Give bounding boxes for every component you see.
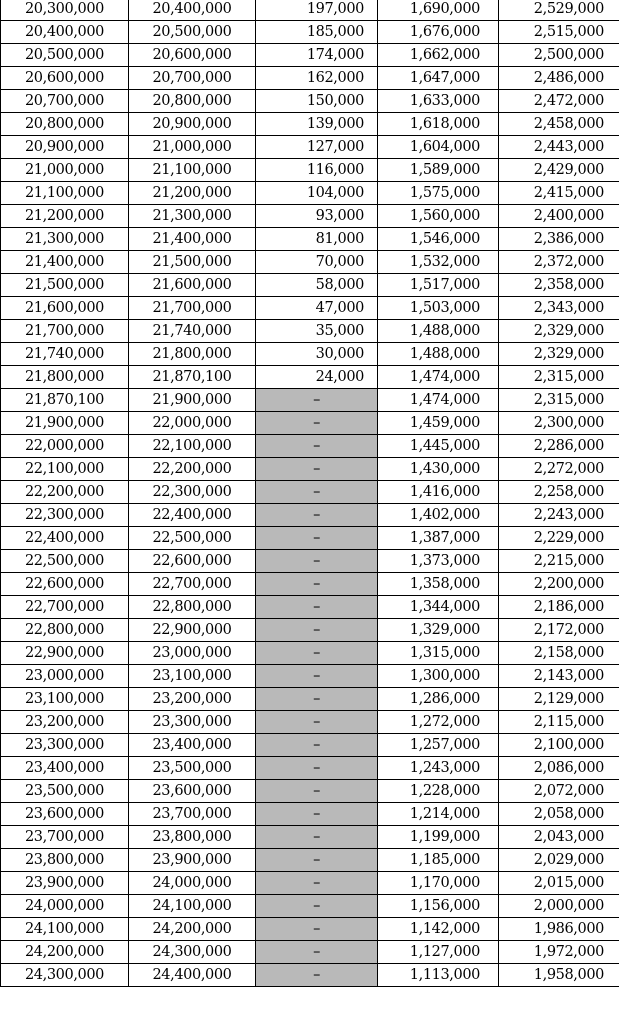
- cell-amount-a: –: [256, 504, 378, 527]
- cell-range-from: 22,400,000: [1, 527, 129, 550]
- cell-amount-b: 1,676,000: [378, 21, 499, 44]
- cell-amount-a: 174,000: [256, 44, 378, 67]
- cell-amount-c: 2,129,000: [499, 688, 619, 711]
- table-row: [1, 205, 619, 228]
- cell-amount-a: –: [256, 964, 378, 987]
- cell-amount-a: 58,000: [256, 274, 378, 297]
- cell-amount-a: 127,000: [256, 136, 378, 159]
- cell-amount-a: –: [256, 665, 378, 688]
- cell-amount-a: –: [256, 412, 378, 435]
- cell-range-from: 24,100,000: [1, 918, 129, 941]
- table-row: [1, 826, 619, 849]
- cell-range-from: 22,200,000: [1, 481, 129, 504]
- cell-range-to: 22,200,000: [129, 458, 256, 481]
- table-row: [1, 964, 619, 987]
- table-row: [1, 550, 619, 573]
- cell-range-to: 22,100,000: [129, 435, 256, 458]
- cell-range-to: 21,000,000: [129, 136, 256, 159]
- cell-range-from: 23,400,000: [1, 757, 129, 780]
- cell-amount-b: 1,546,000: [378, 228, 499, 251]
- cell-range-to: 20,500,000: [129, 21, 256, 44]
- table-row: [1, 527, 619, 550]
- table-row: [1, 895, 619, 918]
- cell-amount-c: 2,415,000: [499, 182, 619, 205]
- cell-range-from: 22,000,000: [1, 435, 129, 458]
- cell-range-from: 20,300,000: [1, 0, 129, 21]
- cell-amount-c: 2,386,000: [499, 228, 619, 251]
- cell-range-to: 21,900,000: [129, 389, 256, 412]
- table-row: [1, 780, 619, 803]
- cell-amount-b: 1,156,000: [378, 895, 499, 918]
- cell-range-to: 23,100,000: [129, 665, 256, 688]
- cell-amount-b: 1,488,000: [378, 320, 499, 343]
- cell-range-from: 23,200,000: [1, 711, 129, 734]
- cell-amount-b: 1,416,000: [378, 481, 499, 504]
- cell-range-to: 22,600,000: [129, 550, 256, 573]
- cell-amount-a: 139,000: [256, 113, 378, 136]
- cell-range-to: 20,800,000: [129, 90, 256, 113]
- table-row: [1, 21, 619, 44]
- cell-amount-c: 2,229,000: [499, 527, 619, 550]
- cell-amount-b: 1,228,000: [378, 780, 499, 803]
- cell-range-to: 21,300,000: [129, 205, 256, 228]
- cell-range-to: 20,600,000: [129, 44, 256, 67]
- cell-range-to: 20,400,000: [129, 0, 256, 21]
- cell-amount-c: 2,243,000: [499, 504, 619, 527]
- table-row: [1, 274, 619, 297]
- cell-amount-b: 1,604,000: [378, 136, 499, 159]
- cell-amount-c: 2,329,000: [499, 343, 619, 366]
- cell-range-from: 23,100,000: [1, 688, 129, 711]
- cell-amount-c: 2,115,000: [499, 711, 619, 734]
- table-row: [1, 412, 619, 435]
- table-row: [1, 435, 619, 458]
- cell-range-to: 23,500,000: [129, 757, 256, 780]
- cell-amount-a: –: [256, 918, 378, 941]
- cell-amount-c: 2,015,000: [499, 872, 619, 895]
- cell-amount-c: 2,143,000: [499, 665, 619, 688]
- cell-amount-b: 1,387,000: [378, 527, 499, 550]
- cell-range-to: 23,600,000: [129, 780, 256, 803]
- cell-amount-a: –: [256, 849, 378, 872]
- cell-amount-c: 2,515,000: [499, 21, 619, 44]
- cell-range-from: 21,600,000: [1, 297, 129, 320]
- cell-range-from: 20,900,000: [1, 136, 129, 159]
- cell-range-from: 23,900,000: [1, 872, 129, 895]
- cell-range-to: 24,000,000: [129, 872, 256, 895]
- cell-range-to: 22,900,000: [129, 619, 256, 642]
- cell-amount-c: 2,086,000: [499, 757, 619, 780]
- cell-amount-a: 162,000: [256, 67, 378, 90]
- cell-range-to: 23,900,000: [129, 849, 256, 872]
- cell-range-from: 21,400,000: [1, 251, 129, 274]
- cell-amount-c: 2,186,000: [499, 596, 619, 619]
- cell-amount-b: 1,575,000: [378, 182, 499, 205]
- cell-amount-c: 2,329,000: [499, 320, 619, 343]
- table-row: [1, 711, 619, 734]
- cell-amount-c: 2,043,000: [499, 826, 619, 849]
- table-row: [1, 688, 619, 711]
- cell-amount-c: 2,058,000: [499, 803, 619, 826]
- cell-range-to: 21,870,100: [129, 366, 256, 389]
- table-row: [1, 90, 619, 113]
- cell-amount-b: 1,474,000: [378, 389, 499, 412]
- cell-amount-a: –: [256, 803, 378, 826]
- cell-range-to: 24,300,000: [129, 941, 256, 964]
- cell-range-from: 23,800,000: [1, 849, 129, 872]
- cell-amount-c: 2,272,000: [499, 458, 619, 481]
- cell-amount-a: –: [256, 757, 378, 780]
- cell-amount-b: 1,329,000: [378, 619, 499, 642]
- cell-range-from: 21,000,000: [1, 159, 129, 182]
- cell-amount-b: 1,300,000: [378, 665, 499, 688]
- cell-amount-a: –: [256, 619, 378, 642]
- table-row: [1, 872, 619, 895]
- cell-amount-b: 1,358,000: [378, 573, 499, 596]
- cell-range-to: 22,700,000: [129, 573, 256, 596]
- cell-amount-a: 197,000: [256, 0, 378, 21]
- cell-amount-a: –: [256, 826, 378, 849]
- cell-amount-a: 104,000: [256, 182, 378, 205]
- cell-amount-c: 2,286,000: [499, 435, 619, 458]
- cell-range-to: 22,000,000: [129, 412, 256, 435]
- cell-amount-a: 30,000: [256, 343, 378, 366]
- cell-amount-b: 1,402,000: [378, 504, 499, 527]
- table-row: [1, 67, 619, 90]
- cell-amount-c: 2,472,000: [499, 90, 619, 113]
- cell-range-from: 23,600,000: [1, 803, 129, 826]
- cell-range-to: 22,800,000: [129, 596, 256, 619]
- cell-amount-a: 24,000: [256, 366, 378, 389]
- cell-range-to: 20,700,000: [129, 67, 256, 90]
- cell-amount-c: 2,258,000: [499, 481, 619, 504]
- cell-amount-c: 2,215,000: [499, 550, 619, 573]
- cell-amount-a: 185,000: [256, 21, 378, 44]
- cell-range-from: 22,600,000: [1, 573, 129, 596]
- cell-range-to: 23,400,000: [129, 734, 256, 757]
- table-row: [1, 642, 619, 665]
- cell-range-from: 23,000,000: [1, 665, 129, 688]
- table-row: [1, 389, 619, 412]
- cell-range-from: 21,500,000: [1, 274, 129, 297]
- table-row: [1, 803, 619, 826]
- cell-amount-c: 2,000,000: [499, 895, 619, 918]
- cell-range-from: 22,700,000: [1, 596, 129, 619]
- table-row: [1, 481, 619, 504]
- cell-range-from: 21,700,000: [1, 320, 129, 343]
- cell-range-from: 22,800,000: [1, 619, 129, 642]
- cell-amount-c: 1,986,000: [499, 918, 619, 941]
- cell-range-from: 21,100,000: [1, 182, 129, 205]
- cell-range-to: 21,700,000: [129, 297, 256, 320]
- cell-range-from: 22,500,000: [1, 550, 129, 573]
- cell-range-from: 20,500,000: [1, 44, 129, 67]
- cell-amount-b: 1,618,000: [378, 113, 499, 136]
- cell-amount-b: 1,142,000: [378, 918, 499, 941]
- cell-amount-c: 2,100,000: [499, 734, 619, 757]
- cell-range-from: 21,800,000: [1, 366, 129, 389]
- cell-amount-b: 1,286,000: [378, 688, 499, 711]
- cell-range-to: 23,800,000: [129, 826, 256, 849]
- cell-amount-c: 2,200,000: [499, 573, 619, 596]
- cell-amount-a: –: [256, 711, 378, 734]
- cell-amount-b: 1,243,000: [378, 757, 499, 780]
- cell-amount-b: 1,690,000: [378, 0, 499, 21]
- cell-amount-b: 1,633,000: [378, 90, 499, 113]
- cell-range-to: 22,500,000: [129, 527, 256, 550]
- cell-amount-a: –: [256, 435, 378, 458]
- cell-amount-c: 2,443,000: [499, 136, 619, 159]
- cell-amount-a: –: [256, 734, 378, 757]
- table-body: [1, 0, 619, 987]
- table-row: [1, 228, 619, 251]
- cell-amount-b: 1,503,000: [378, 297, 499, 320]
- cell-amount-b: 1,257,000: [378, 734, 499, 757]
- cell-amount-c: 2,486,000: [499, 67, 619, 90]
- table-row: [1, 757, 619, 780]
- cell-range-to: 24,200,000: [129, 918, 256, 941]
- cell-amount-b: 1,344,000: [378, 596, 499, 619]
- table-row: [1, 0, 619, 21]
- cell-range-to: 23,200,000: [129, 688, 256, 711]
- cell-amount-b: 1,214,000: [378, 803, 499, 826]
- cell-amount-c: 2,458,000: [499, 113, 619, 136]
- cell-amount-a: –: [256, 527, 378, 550]
- cell-range-to: 21,400,000: [129, 228, 256, 251]
- cell-amount-b: 1,517,000: [378, 274, 499, 297]
- table-row: [1, 251, 619, 274]
- cell-range-from: 22,300,000: [1, 504, 129, 527]
- cell-amount-c: 2,315,000: [499, 366, 619, 389]
- cell-amount-b: 1,430,000: [378, 458, 499, 481]
- cell-range-from: 23,700,000: [1, 826, 129, 849]
- cell-amount-c: 2,172,000: [499, 619, 619, 642]
- cell-amount-a: –: [256, 941, 378, 964]
- cell-range-from: 24,300,000: [1, 964, 129, 987]
- table-row: [1, 504, 619, 527]
- cell-range-to: 22,400,000: [129, 504, 256, 527]
- cell-range-from: 21,740,000: [1, 343, 129, 366]
- cell-amount-a: 150,000: [256, 90, 378, 113]
- cell-amount-c: 2,500,000: [499, 44, 619, 67]
- cell-amount-a: 93,000: [256, 205, 378, 228]
- cell-range-from: 20,800,000: [1, 113, 129, 136]
- cell-range-from: 20,400,000: [1, 21, 129, 44]
- table-row: [1, 734, 619, 757]
- table-row: [1, 596, 619, 619]
- cell-amount-b: 1,185,000: [378, 849, 499, 872]
- table-row: [1, 619, 619, 642]
- cell-range-to: 21,740,000: [129, 320, 256, 343]
- table-row: [1, 159, 619, 182]
- cell-amount-b: 1,199,000: [378, 826, 499, 849]
- cell-range-from: 23,300,000: [1, 734, 129, 757]
- table-row: [1, 343, 619, 366]
- cell-amount-c: 1,958,000: [499, 964, 619, 987]
- cell-amount-a: –: [256, 481, 378, 504]
- cell-amount-a: –: [256, 642, 378, 665]
- cell-amount-a: 47,000: [256, 297, 378, 320]
- table-row: [1, 320, 619, 343]
- table-row: [1, 297, 619, 320]
- cell-range-from: 22,900,000: [1, 642, 129, 665]
- cell-range-from: 21,200,000: [1, 205, 129, 228]
- cell-range-to: 21,800,000: [129, 343, 256, 366]
- cell-amount-c: 2,400,000: [499, 205, 619, 228]
- cell-amount-b: 1,373,000: [378, 550, 499, 573]
- table-row: [1, 136, 619, 159]
- cell-amount-b: 1,315,000: [378, 642, 499, 665]
- cell-range-from: 21,900,000: [1, 412, 129, 435]
- table-row: [1, 458, 619, 481]
- cell-amount-b: 1,445,000: [378, 435, 499, 458]
- cell-range-to: 21,200,000: [129, 182, 256, 205]
- table-row: [1, 366, 619, 389]
- cell-range-from: 22,100,000: [1, 458, 129, 481]
- cell-amount-a: –: [256, 872, 378, 895]
- cell-range-from: 23,500,000: [1, 780, 129, 803]
- cell-amount-c: 2,372,000: [499, 251, 619, 274]
- cell-amount-b: 1,647,000: [378, 67, 499, 90]
- table-row: [1, 918, 619, 941]
- cell-amount-b: 1,459,000: [378, 412, 499, 435]
- cell-amount-c: 2,358,000: [499, 274, 619, 297]
- cell-range-to: 21,100,000: [129, 159, 256, 182]
- cell-range-from: 21,870,100: [1, 389, 129, 412]
- cell-amount-a: –: [256, 895, 378, 918]
- cell-range-from: 20,600,000: [1, 67, 129, 90]
- cell-amount-a: –: [256, 688, 378, 711]
- cell-amount-b: 1,532,000: [378, 251, 499, 274]
- cell-amount-a: –: [256, 596, 378, 619]
- cell-range-from: 24,000,000: [1, 895, 129, 918]
- cell-amount-a: –: [256, 573, 378, 596]
- cell-range-to: 22,300,000: [129, 481, 256, 504]
- table-row: [1, 849, 619, 872]
- cell-range-to: 23,700,000: [129, 803, 256, 826]
- cell-amount-c: 1,972,000: [499, 941, 619, 964]
- cell-amount-a: 81,000: [256, 228, 378, 251]
- table-row: [1, 182, 619, 205]
- cell-amount-a: –: [256, 550, 378, 573]
- cell-amount-c: 2,529,000: [499, 0, 619, 21]
- cell-range-to: 23,300,000: [129, 711, 256, 734]
- cell-amount-c: 2,315,000: [499, 389, 619, 412]
- cell-amount-a: –: [256, 389, 378, 412]
- cell-amount-b: 1,127,000: [378, 941, 499, 964]
- cell-amount-b: 1,474,000: [378, 366, 499, 389]
- table-row: [1, 941, 619, 964]
- cell-amount-b: 1,488,000: [378, 343, 499, 366]
- cell-amount-c: 2,029,000: [499, 849, 619, 872]
- cell-range-to: 20,900,000: [129, 113, 256, 136]
- table-row: [1, 113, 619, 136]
- table-row: [1, 665, 619, 688]
- cell-amount-b: 1,113,000: [378, 964, 499, 987]
- cell-amount-a: 70,000: [256, 251, 378, 274]
- cell-range-to: 21,500,000: [129, 251, 256, 274]
- cell-amount-b: 1,589,000: [378, 159, 499, 182]
- table-row: [1, 573, 619, 596]
- cell-amount-c: 2,158,000: [499, 642, 619, 665]
- cell-range-from: 21,300,000: [1, 228, 129, 251]
- cell-range-to: 23,000,000: [129, 642, 256, 665]
- cell-amount-b: 1,560,000: [378, 205, 499, 228]
- cell-range-to: 24,100,000: [129, 895, 256, 918]
- cell-amount-c: 2,343,000: [499, 297, 619, 320]
- cell-range-to: 21,600,000: [129, 274, 256, 297]
- cell-range-from: 20,700,000: [1, 90, 129, 113]
- cell-range-to: 24,400,000: [129, 964, 256, 987]
- cell-amount-b: 1,662,000: [378, 44, 499, 67]
- cell-amount-b: 1,170,000: [378, 872, 499, 895]
- cell-amount-b: 1,272,000: [378, 711, 499, 734]
- cell-amount-a: 35,000: [256, 320, 378, 343]
- cell-amount-c: 2,300,000: [499, 412, 619, 435]
- table-row: [1, 44, 619, 67]
- cell-amount-c: 2,072,000: [499, 780, 619, 803]
- cell-amount-c: 2,429,000: [499, 159, 619, 182]
- cell-amount-a: 116,000: [256, 159, 378, 182]
- cell-range-from: 24,200,000: [1, 941, 129, 964]
- cell-amount-a: –: [256, 780, 378, 803]
- cell-amount-a: –: [256, 458, 378, 481]
